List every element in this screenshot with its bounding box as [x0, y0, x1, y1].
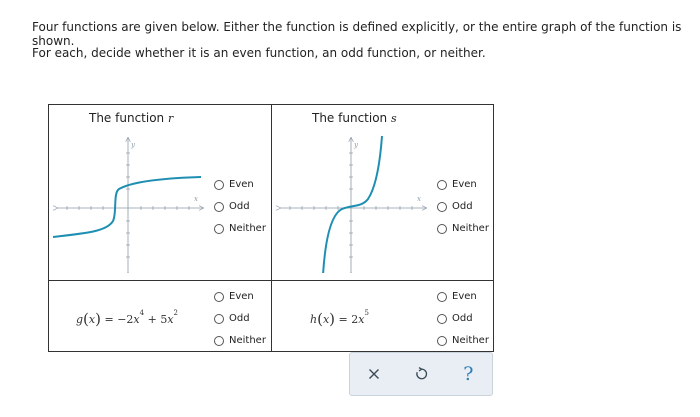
function-s-title — [312, 111, 397, 125]
function-r-curve — [53, 177, 201, 237]
cell-function-g — [49, 281, 271, 352]
radio-h-odd[interactable] — [437, 314, 447, 324]
formula-h-eq: = — [338, 313, 348, 326]
radio-r-even[interactable] — [214, 180, 224, 190]
formula-g-exp2: 2 — [173, 309, 179, 318]
formula-h-name: h — [310, 313, 318, 326]
function-r-title — [89, 111, 173, 125]
function-s-curve — [323, 136, 382, 273]
function-h-formula: $h(x) = 2x^5$ — [310, 309, 369, 328]
formula-h-var: x — [322, 313, 330, 326]
option-s-odd[interactable] — [437, 201, 473, 212]
radio-g-even[interactable] — [214, 292, 224, 302]
clear-button[interactable] — [359, 359, 389, 389]
option-h-odd[interactable] — [437, 313, 473, 324]
formula-g-var2: x — [167, 313, 174, 326]
formula-h-exp: 5 — [364, 309, 369, 318]
radio-s-odd[interactable] — [437, 202, 447, 212]
formula-g-plus: + — [147, 313, 157, 326]
answer-toolbar — [349, 352, 493, 396]
radio-s-neither[interactable] — [437, 224, 447, 234]
option-s-odd-label: Odd — [452, 201, 473, 212]
radio-r-neither[interactable] — [214, 224, 224, 234]
formula-g-coef1: 2 — [126, 313, 134, 326]
option-h-neither[interactable] — [437, 335, 489, 346]
option-g-neither-label: Neither — [229, 335, 266, 346]
function-s-axis-x-label: x — [417, 195, 421, 203]
option-h-odd-label: Odd — [452, 313, 473, 324]
option-s-neither[interactable] — [437, 223, 489, 234]
option-h-even-label: Even — [452, 291, 477, 302]
option-g-odd-label: Odd — [229, 313, 250, 324]
formula-g-name: g — [76, 313, 84, 326]
option-h-neither-label: Neither — [452, 335, 489, 346]
function-s-axis-y-label: y — [354, 141, 358, 149]
undo-icon — [414, 367, 428, 381]
formula-g-eq: = — [104, 313, 114, 326]
close-icon — [368, 368, 380, 380]
option-g-neither[interactable] — [214, 335, 266, 346]
function-g-formula: $g(x) = -2x^4 + 5x^2$ — [76, 309, 179, 328]
radio-h-neither[interactable] — [437, 336, 447, 346]
radio-s-even[interactable] — [437, 180, 447, 190]
function-r-axis-y-label: y — [131, 141, 135, 149]
instruction-line-1: Four functions are given below. Either the function is defined explicitly, or the entire graph of the function is shown. — [32, 20, 682, 48]
option-s-even[interactable] — [437, 179, 477, 190]
formula-g-minus: − — [117, 313, 127, 326]
help-button[interactable] — [453, 359, 483, 389]
undo-button[interactable] — [406, 359, 436, 389]
formula-g-coef2: 5 — [160, 313, 168, 326]
instruction-line-2: For each, decide whether it is an even function, an odd function, or neither. — [32, 46, 486, 60]
radio-h-even[interactable] — [437, 292, 447, 302]
option-s-even-label: Even — [452, 179, 477, 190]
radio-g-odd[interactable] — [214, 314, 224, 324]
function-r-axes — [57, 138, 203, 273]
function-r-graph — [49, 133, 209, 273]
function-r-name: r — [167, 112, 174, 125]
cell-function-s — [272, 105, 494, 280]
help-icon: ? — [463, 363, 474, 385]
function-s-name: s — [390, 112, 397, 125]
function-s-title-text: The function — [312, 111, 388, 125]
radio-r-odd[interactable] — [214, 202, 224, 212]
radio-g-neither[interactable] — [214, 336, 224, 346]
option-r-even-label: Even — [229, 179, 254, 190]
function-s-graph — [272, 133, 432, 273]
option-r-odd-label: Odd — [229, 201, 250, 212]
option-r-odd[interactable] — [214, 201, 250, 212]
option-h-even[interactable] — [437, 291, 477, 302]
formula-h-var1: x — [358, 313, 365, 326]
formula-g-var1: x — [133, 313, 140, 326]
option-r-neither[interactable] — [214, 223, 266, 234]
option-s-neither-label: Neither — [452, 223, 489, 234]
formula-h-coef: 2 — [351, 313, 359, 326]
option-r-neither-label: Neither — [229, 223, 266, 234]
option-g-odd[interactable] — [214, 313, 250, 324]
cell-function-r — [49, 105, 271, 280]
functions-table — [48, 104, 494, 352]
formula-g-exp1: 4 — [139, 309, 145, 318]
function-r-title-text: The function — [89, 111, 165, 125]
option-g-even[interactable] — [214, 291, 254, 302]
cell-function-h — [272, 281, 494, 352]
formula-g-var: x — [88, 313, 96, 326]
function-r-axis-x-label: x — [194, 195, 198, 203]
option-g-even-label: Even — [229, 291, 254, 302]
option-r-even[interactable] — [214, 179, 254, 190]
